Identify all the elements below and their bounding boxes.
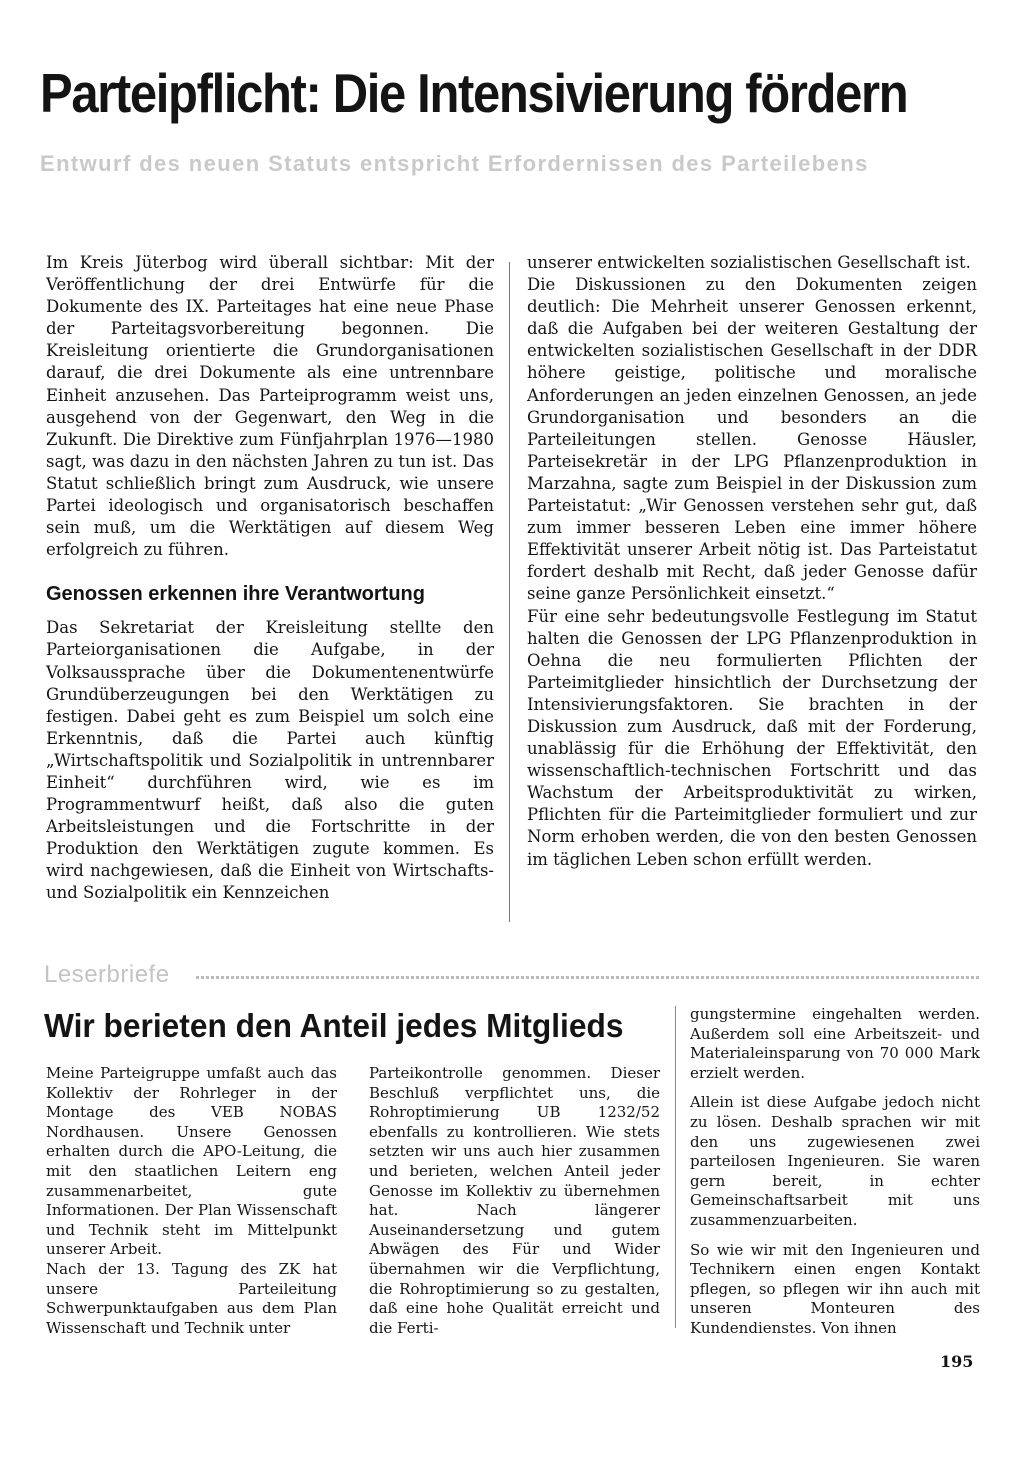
paragraph: Allein ist diese Aufgabe jedoch nicht zu lösen. Deshalb sprachen wir mit den uns zugewiesenen zwei parteilosen Ingenieuren. Sie waren gern bereit, in echter Gemeinschaftsarbeit mit uns zusammenzuarbeiten. bbox=[690, 1093, 980, 1229]
article-column-left bbox=[46, 252, 494, 905]
letter-column-3 bbox=[690, 1005, 980, 1339]
article-subtitle: Entwurf des neuen Statuts entspricht Erfordernissen des Parteilebens bbox=[40, 151, 869, 176]
rubric-divider bbox=[196, 976, 980, 979]
paragraph: So wie wir mit den Ingenieuren und Technikern einen engen Kontakt pflegen, so pflegen wir ihn auch mit unseren Monteuren des Kundendienstes. Von ihnen bbox=[690, 1240, 980, 1337]
column-divider bbox=[509, 262, 510, 922]
column-divider bbox=[675, 1006, 676, 1328]
paragraph: Das Sekretariat der Kreisleitung stellte den Parteiorganisationen die Aufgabe, in der Volksaussprache über die Dokumentenentwürfe Grundüberzeugungen bei den Werktätigen zu festigen. Dabei geht es zum Beispiel um solch eine Erkenntnis, daß die Partei auch künftig „Wirtschaftspolitik und Sozialpolitik in untrennbarer Einheit“ durchführen wird, wie es im Programmentwurf heißt, daß also die guten Arbeitsleistungen und die Fortschritte in der Produktion den Werktätigen zugute kommen. Es wird nachgewiesen, daß die Einheit von Wirtschafts- und Sozialpolitik ein Kennzeichen bbox=[46, 618, 494, 903]
rubric-label: Leserbriefe bbox=[44, 961, 170, 988]
paragraph: Im Kreis Jüterbog wird überall sichtbar: Mit der Veröffentlichung der drei Entwürfe für die Dokumente des IX. Parteitages hat eine neue Phase der Parteitagsvorbereitung begonnen. Die Kreisleitung orientierte die Grundorganisationen darauf, die drei Dokumente als eine untrennbare Einheit anzusehen. Das Parteiprogramm weist uns, ausgehend von der Gegenwart, den Weg in die Zukunft. Die Direktive zum Fünfjahrplan 1976—1980 sagt, was dazu in den nächsten Jahren zu tun ist. Das Statut schließlich bringt zum Ausdruck, wie unsere Partei ideologisch und organisatorisch beschaffen sein muß, um die Werktätigen auf diesem Weg erfolgreich zu führen. bbox=[46, 253, 494, 560]
article-headline: Parteipflicht: Die Intensivierung fördern bbox=[40, 62, 908, 124]
paragraph: unserer entwickelten sozialistischen Gesellschaft ist. bbox=[527, 253, 971, 272]
paragraph: Für eine sehr bedeutungsvolle Festlegung im Statut halten die Genossen der LPG Pflanzenproduktion in Oehna die neu formulierten Pflichten der Parteimitglieder hinsichtlich der Durchsetzung der Intensivierungsfaktoren. Sie brachten in der Diskussion zum Ausdruck, daß mit der Forderung, unablässig für die Erhöhung der Effektivität, den wissenschaftlich-technischen Fortschritt und das Wachstum der Arbeitsproduktivität zu wirken, Pflichten für die Parteimitglieder formuliert und zur Norm erhoben werden, die von den besten Genossen im täglichen Leben schon erfüllt werden. bbox=[527, 606, 977, 869]
letter-headline: Wir berieten den Anteil jedes Mitglieds bbox=[44, 1007, 624, 1044]
paragraph: Nach der 13. Tagung des ZK hat unsere Parteileitung Schwerpunktaufgaben aus dem Plan Wissenschaft und Technik unter bbox=[46, 1259, 337, 1337]
page-number: 195 bbox=[940, 1352, 974, 1371]
article-column-right bbox=[527, 252, 977, 871]
paragraph: Meine Parteigruppe umfaßt auch das Kollektiv der Rohrleger in der Montage des VEB NOBAS Nordhausen. Unsere Genossen erhalten durch die APO-Leitung, die mit den staatlichen Leitern eng zusammenarbeitet, gute Informationen. Der Plan Wissenschaft und Technik steht im Mittelpunkt unserer Arbeit. bbox=[46, 1064, 337, 1259]
paragraph: Parteikontrolle genommen. Dieser Beschluß verpflichtet uns, die Rohroptimierung UB 1232/52 ebenfalls zu kontrollieren. Wie stets setzten wir uns auch hier zusammen und berieten, welchen Anteil jeder Genosse im Kollektiv zu übernehmen hat. Nach längerer Auseinandersetzung und gutem Abwägen des Für und Wider übernahmen wir die Verpflichtung, die Rohroptimierung so zu gestalten, daß eine hohe Qualität erreicht und die Ferti- bbox=[369, 1064, 660, 1337]
paragraph: gungstermine eingehalten werden. Außerdem soll eine Arbeitszeit- und Materialeinsparung von 70 000 Mark erzielt werden. bbox=[690, 1005, 980, 1082]
letter-column-1 bbox=[46, 1064, 337, 1338]
section-heading: Genossen erkennen ihre Verantwortung bbox=[46, 583, 425, 606]
letter-column-2 bbox=[369, 1064, 660, 1338]
paragraph: Die Diskussionen zu den Dokumenten zeigen deutlich: Die Mehrheit unserer Genossen erkennt, daß die Aufgaben bei der weiteren Gestaltung der entwickelten sozialistischen Gesellschaft in der DDR höhere geistige, politische und moralische Anforderungen an jeden einzelnen Genossen, an jede Grundorganisation und besonders an die Parteileitungen stellen. Genosse Häusler, Parteisekretär in der LPG Pflanzenproduktion in Marzahna, sagte zum Beispiel in der Diskussion zum Parteistatut: „Wir Genossen verstehen sehr gut, daß zum immer besseren Leben eine immer höhere Effektivität unserer Arbeit nötig ist. Das Parteistatut fordert deshalb mit Recht, daß jeder Genosse dafür seine ganze Persönlichkeit einsetzt.“ bbox=[527, 275, 977, 604]
